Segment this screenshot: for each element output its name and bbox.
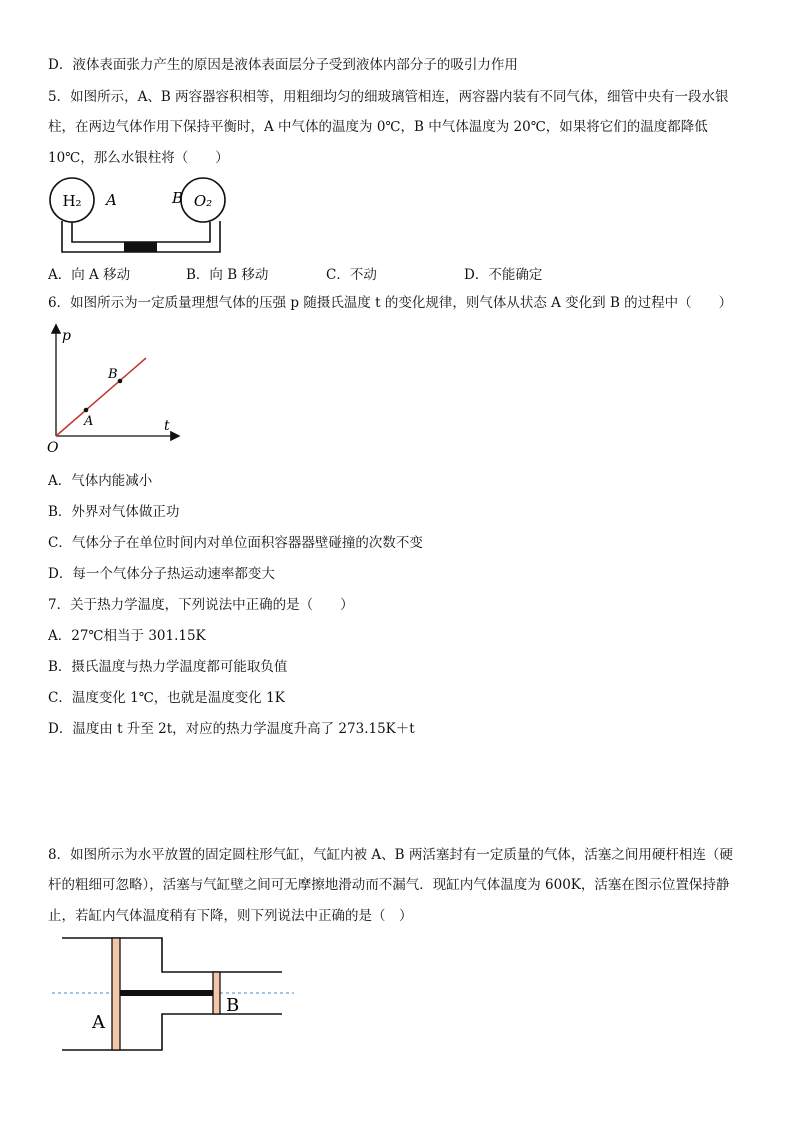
q7-option-a: A．27℃相当于 301.15K [48, 628, 206, 644]
q7-option-d: D．温度由 t 升至 2t，对应的热力学温度升高了 273.15K＋t [48, 721, 415, 737]
q6-pt-graph [44, 322, 184, 456]
q6-option-a: A．气体内能减小 [48, 473, 153, 489]
label-point-a: A [84, 414, 94, 429]
q8-stem-line-3: 止，若缸内气体温度稍有下降，则下列说法中正确的是（ ） [48, 908, 413, 924]
q6-option-b: B．外界对气体做正功 [48, 504, 180, 520]
label-p: p [62, 328, 71, 344]
piston-a [112, 938, 120, 1050]
mercury-column [124, 242, 157, 252]
q4-option-d: D．液体表面张力产生的原因是液体表面层分子受到液体内部分子的吸引力作用 [48, 57, 518, 73]
point-a [84, 408, 89, 413]
q5-options [48, 263, 608, 281]
label-t: t [164, 418, 170, 434]
label-origin: O [47, 440, 59, 456]
q8-stem-line-1: 8．如图所示为水平放置的固定圆柱形气缸，气缸内被 A、B 两活塞封有一定质量的气体，活塞之间用硬杆相连（硬 [48, 847, 733, 863]
label-a: A [106, 191, 117, 209]
point-b [118, 379, 123, 384]
label-right-gas: O₂ [193, 192, 213, 210]
state-line [56, 358, 146, 436]
q6-option-c: C．气体分子在单位时间内对单位面积容器器壁碰撞的次数不变 [48, 535, 423, 551]
q7-option-c: C．温度变化 1℃，也就是温度变化 1K [48, 690, 285, 706]
label-left-gas: H₂ [62, 192, 82, 210]
q6-option-d: D．每一个气体分子热运动速率都变大 [48, 566, 275, 582]
q7-option-b: B．摄氏温度与热力学温度都可能取负值 [48, 659, 288, 675]
label-piston-a: A [92, 1012, 105, 1033]
q7-stem: 7．关于热力学温度，下列说法中正确的是（ ） [48, 597, 354, 613]
q8-cylinder-figure [48, 936, 298, 1056]
label-piston-b: B [226, 995, 240, 1016]
q5-stem-line-1: 5．如图所示，A、B 两容器容积相等，用粗细均匀的细玻璃管相连，两容器内装有不同气体，细管中央有一段水银 [48, 89, 729, 105]
cylinder-upper-wall [62, 938, 282, 972]
q5-option-d: D．不能确定 [464, 267, 543, 283]
q5-two-container-figure [48, 176, 238, 258]
q5-stem-line-2: 柱，在两边气体作用下保持平衡时，A 中气体的温度为 0℃，B 中气体温度为 20℃，如果将它们的温度都降低 [48, 119, 708, 135]
connecting-rod [120, 990, 214, 996]
piston-b [213, 972, 220, 1014]
q8-stem-line-2: 杆的粗细可忽略），活塞与气缸壁之间可无摩擦地滑动而不漏气．现缸内气体温度为 600K，活塞在图示位置保持静 [48, 877, 730, 893]
label-b: B [172, 189, 184, 207]
q5-stem-line-3: 10℃，那么水银柱将（ ） [48, 150, 229, 166]
q5-option-c: C．不动 [326, 267, 377, 283]
q6-stem: 6．如图所示为一定质量理想气体的压强 p 随摄氏温度 t 的变化规律，则气体从状态 A 变化到 B 的过程中（ ） [48, 295, 733, 311]
q5-option-a: A．向 A 移动 [48, 267, 131, 283]
label-point-b: B [108, 367, 118, 382]
q5-option-b: B．向 B 移动 [186, 267, 269, 283]
